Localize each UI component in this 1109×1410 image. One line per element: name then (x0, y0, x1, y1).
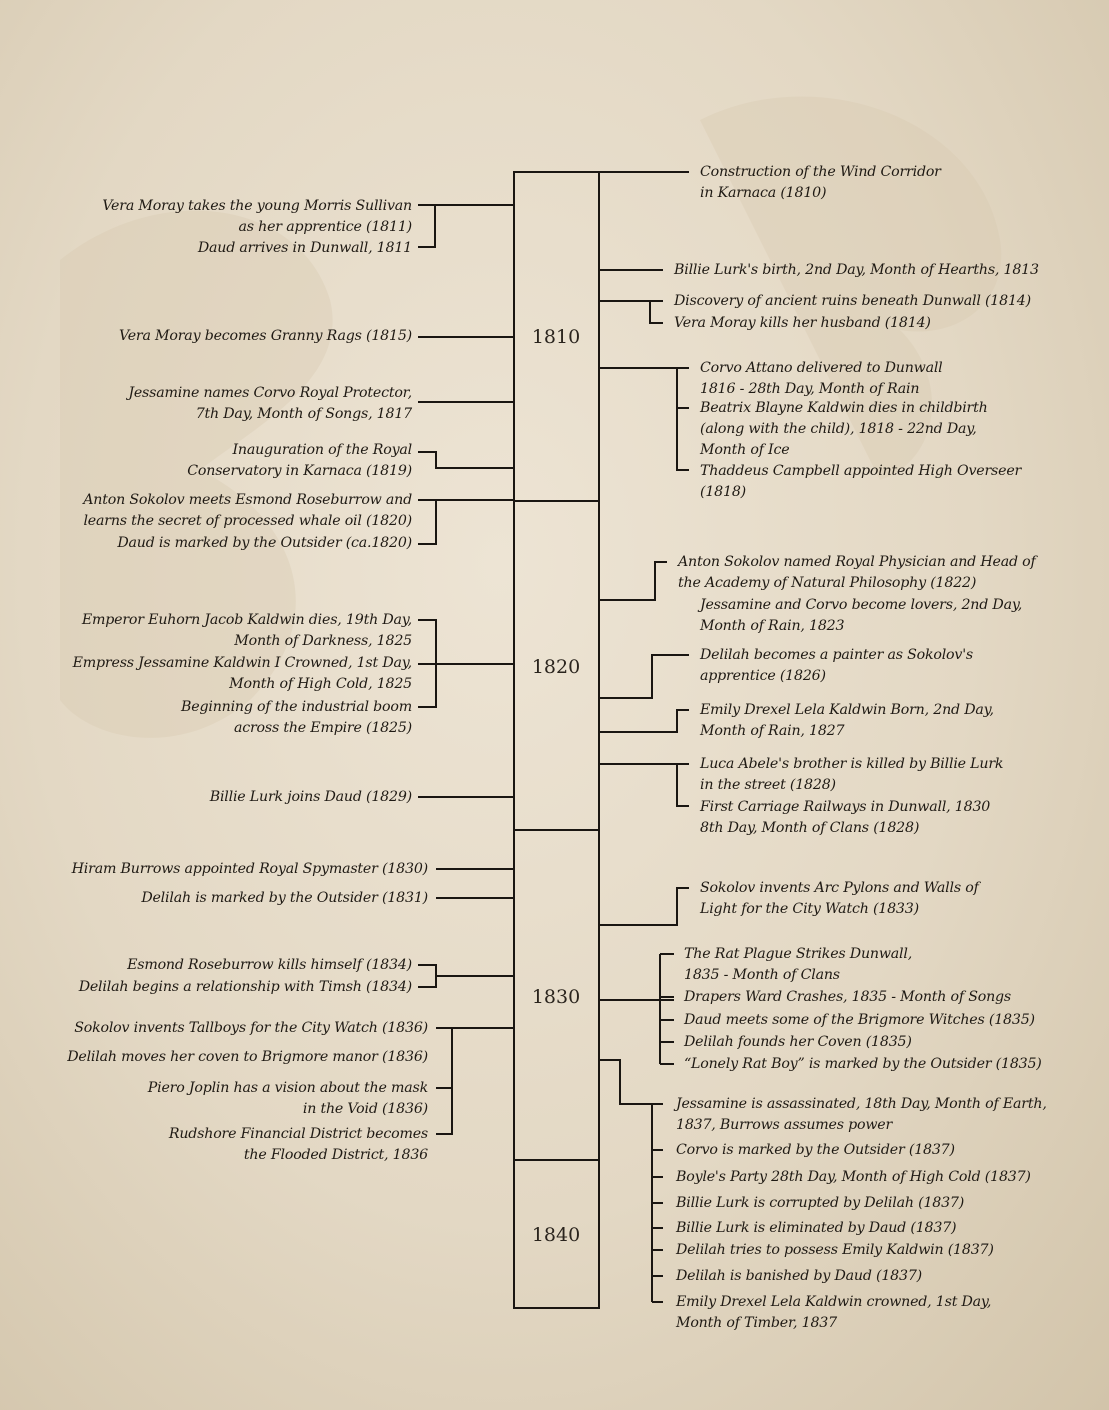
left-event: Anton Sokolov meets Esmond Roseburrow and learns the secret of processed whale oil (1820) (83, 492, 412, 529)
right-event: The Rat Plague Strikes Dunwall, 1835 - Month of Clans (684, 946, 913, 983)
right-event: Beatrix Blayne Kaldwin dies in childbirth (along with the child), 1818 - 22nd Day, Month of Ice (700, 400, 988, 458)
right-event: Emily Drexel Lela Kaldwin Born, 2nd Day, Month of Rain, 1827 (700, 702, 994, 739)
right-event: Delilah founds her Coven (1835) (684, 1034, 912, 1050)
era-label-1830: 1830 (531, 986, 581, 1008)
right-event: Vera Moray kills her husband (1814) (674, 315, 931, 331)
left-event: Beginning of the industrial boom across the Empire (1825) (181, 699, 412, 736)
right-event: Boyle's Party 28th Day, Month of High Cold (1837) (676, 1169, 1031, 1185)
right-event: Corvo Attano delivered to Dunwall 1816 - 28th Day, Month of Rain (700, 360, 943, 397)
right-event: Daud meets some of the Brigmore Witches (1835) (684, 1012, 1035, 1028)
left-connectors (418, 205, 514, 1134)
era-label-1840: 1840 (531, 1224, 581, 1246)
right-event: Jessamine is assassinated, 18th Day, Month of Earth, 1837, Burrows assumes power (676, 1096, 1047, 1133)
right-event: Thaddeus Campbell appointed High Overseer (1818) (700, 463, 1022, 500)
left-event: Daud is marked by the Outsider (ca.1820) (117, 535, 412, 551)
right-event: Delilah is banished by Daud (1837) (676, 1268, 922, 1284)
left-event: Rudshore Financial District becomes the Flooded District, 1836 (168, 1126, 428, 1163)
right-event: Discovery of ancient ruins beneath Dunwall (1814) (674, 293, 1031, 309)
right-event: Delilah tries to possess Emily Kaldwin (1837) (676, 1242, 994, 1258)
right-event: Delilah becomes a painter as Sokolov's apprentice (1826) (700, 647, 973, 684)
right-event: Corvo is marked by the Outsider (1837) (676, 1142, 955, 1158)
left-event: Vera Moray takes the young Morris Sullivan as her apprentice (1811) (102, 198, 412, 235)
left-event: Piero Joplin has a vision about the mask in the Void (1836) (147, 1080, 428, 1117)
left-event: Delilah is marked by the Outsider (1831) (141, 890, 428, 906)
left-event: Esmond Roseburrow kills himself (1834) (127, 957, 412, 973)
right-event: “Lonely Rat Boy” is marked by the Outsider (1835) (684, 1056, 1042, 1072)
right-event: Jessamine and Corvo become lovers, 2nd Day, Month of Rain, 1823 (700, 597, 1023, 634)
right-event: Billie Lurk's birth, 2nd Day, Month of Hearths, 1813 (674, 262, 1039, 278)
left-event: Sokolov invents Tallboys for the City Watch (1836) (74, 1020, 428, 1036)
right-event: Luca Abele's brother is killed by Billie Lurk in the street (1828) (700, 756, 1004, 793)
right-event: Emily Drexel Lela Kaldwin crowned, 1st Day, Month of Timber, 1837 (676, 1294, 992, 1331)
era-labels (532, 326, 580, 1246)
left-event: Empress Jessamine Kaldwin I Crowned, 1st Day, Month of High Cold, 1825 (72, 655, 412, 692)
era-label-1810: 1810 (531, 326, 581, 348)
left-event: Delilah moves her coven to Brigmore manor (1836) (67, 1049, 428, 1065)
left-event: Billie Lurk joins Daud (1829) (209, 789, 412, 805)
left-event: Emperor Euhorn Jacob Kaldwin dies, 19th Day, Month of Darkness, 1825 (81, 612, 412, 649)
left-event: Inauguration of the Royal Conservatory in Karnaca (1819) (187, 442, 412, 479)
left-event: Jessamine names Corvo Royal Protector, 7th Day, Month of Songs, 1817 (128, 385, 412, 422)
right-event: Construction of the Wind Corridor in Karnaca (1810) (700, 164, 941, 201)
right-event: Anton Sokolov named Royal Physician and Head of the Academy of Natural Philosophy (1822) (678, 554, 1036, 591)
left-event: Delilah begins a relationship with Timsh (1834) (78, 979, 412, 995)
left-event: Vera Moray becomes Granny Rags (1815) (118, 328, 412, 344)
left-event: Hiram Burrows appointed Royal Spymaster (1830) (71, 861, 428, 877)
left-event: Daud arrives in Dunwall, 1811 (197, 240, 412, 256)
right-event: Billie Lurk is corrupted by Delilah (1837) (676, 1195, 965, 1211)
right-event: Billie Lurk is eliminated by Daud (1837) (676, 1220, 957, 1236)
era-label-1820: 1820 (531, 656, 581, 678)
right-event: Drapers Ward Crashes, 1835 - Month of Songs (684, 989, 1011, 1005)
right-event: Sokolov invents Arc Pylons and Walls of Light for the City Watch (1833) (700, 880, 979, 917)
right-event: First Carriage Railways in Dunwall, 1830 8th Day, Month of Clans (1828) (700, 799, 991, 836)
